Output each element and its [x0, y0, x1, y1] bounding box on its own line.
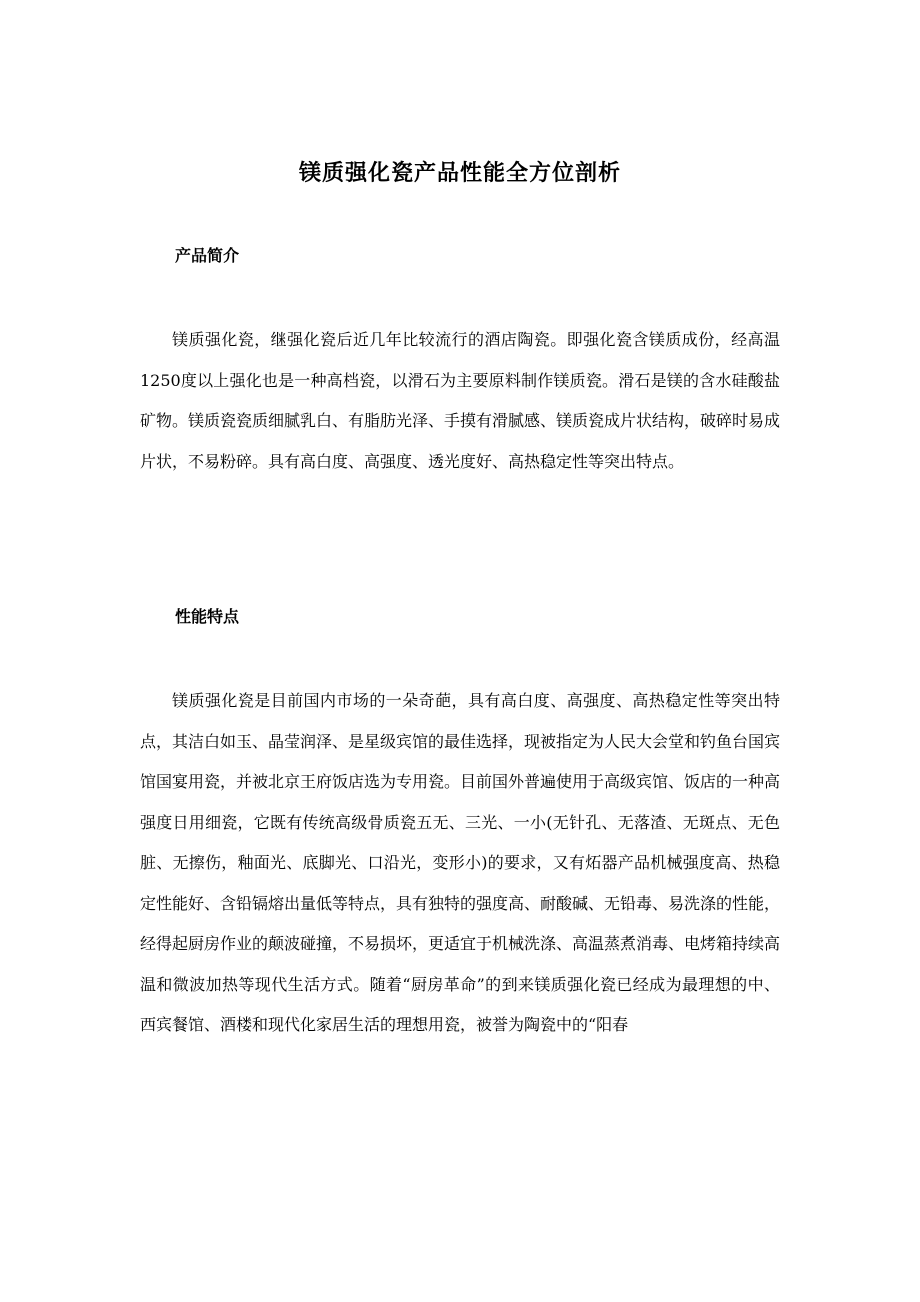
document-title: 镁质强化瓷产品性能全方位剖析: [298, 160, 621, 186]
section-heading-product-intro: 产品简介: [175, 246, 240, 265]
section-heading-performance-features: 性能特点: [175, 607, 240, 626]
paragraph-product-intro: 镁质强化瓷，继强化瓷后近几年比较流行的酒店陶瓷。即强化瓷含镁质成份，经高温1250度以上强化也是一种高档瓷，以滑石为主要原料制作镁质瓷。滑石是镁的含水硅酸盐矿物。镁质瓷瓷质细腻乳白、有脂肪光泽、手摸有滑腻感、镁质瓷成片状结构，破碎时易成片状，不易粉碎。具有高白度、高强度、透光度好、高热稳定性等突出特点。: [140, 330, 781, 471]
paragraph-performance-features: 镁质强化瓷是目前国内市场的一朵奇葩，具有高白度、高强度、高热稳定性等突出特点，其洁白如玉、晶莹润泽、是星级宾馆的最佳选择，现被指定为人民大会堂和钓鱼台国宾馆国宴用瓷，并被北京王府饭店选为专用瓷。目前国外普遍使用于高级宾馆、饭店的一种高强度日用细瓷，它既有传统高级骨质瓷五无、三光、一小(无针孔、无落渣、无斑点、无色脏、无擦伤，釉面光、底脚光、口沿光，变形小)的要求，又有炻器产品机械强度高、热稳定性能好、含铅镉熔出量低等特点，具有独特的强度高、耐酸碱、无铅毒、易洗涤的性能，经得起厨房作业的颠波碰撞，不易损坏，更适宜于机械洗涤、高温蒸煮消毒、电烤箱持续高温和微波加热等现代生活方式。随着“厨房革命”的到来镁质强化瓷已经成为最理想的中、西宾餐馆、酒楼和现代化家居生活的理想用瓷，被誉为陶瓷中的“阳春: [140, 691, 781, 1034]
